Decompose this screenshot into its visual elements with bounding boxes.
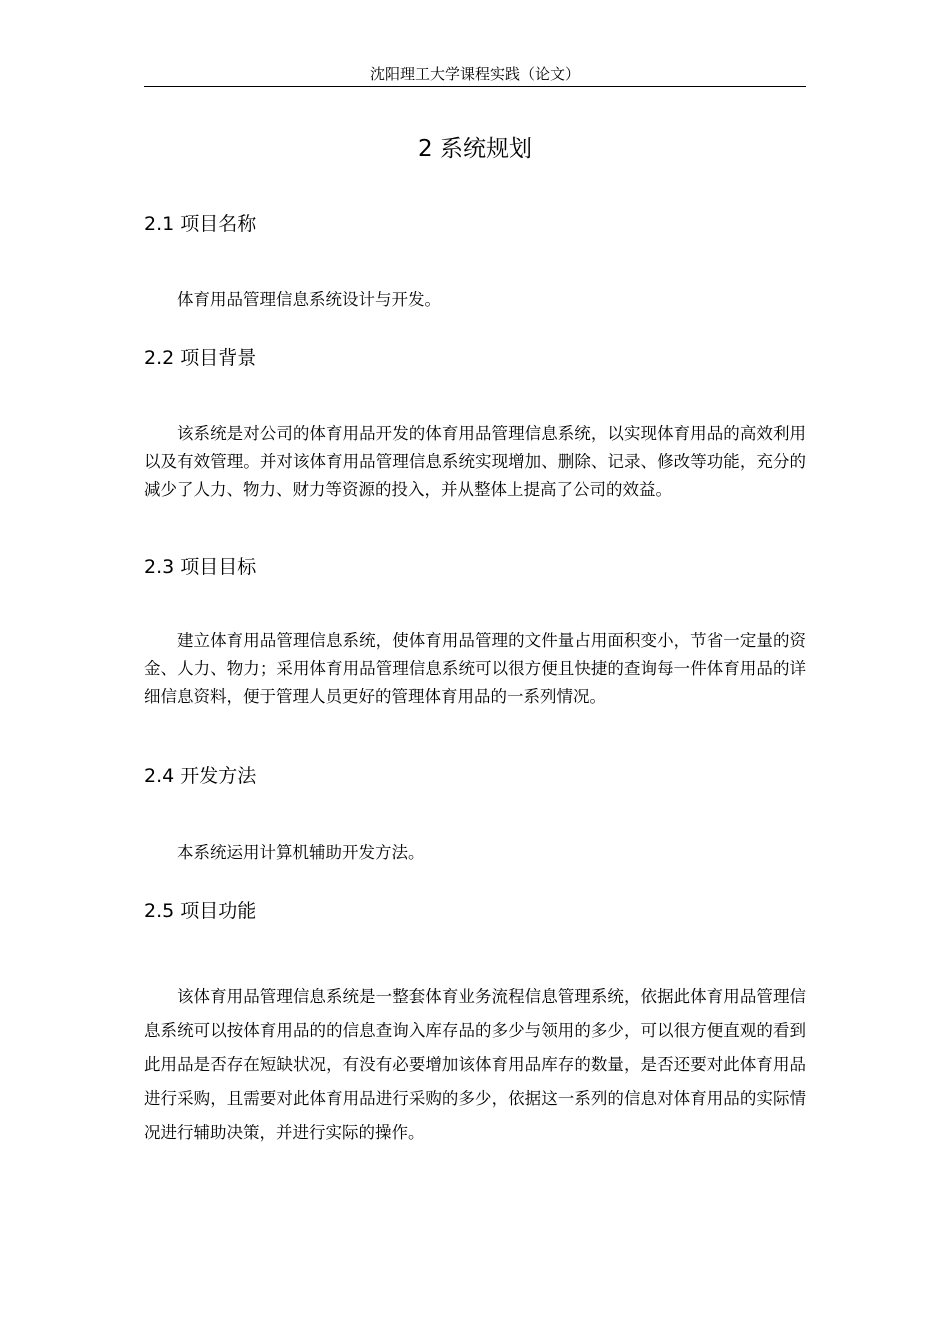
section-body-2-2: 该系统是对公司的体育用品开发的体育用品管理信息系统，以实现体育用品的高效利用以及有效管理。并对该体育用品管理信息系统实现增加、删除、记录、修改等功能，充分的减少了人力、物力、财力等资源的投入，并从整体上提高了公司的效益。: [144, 424, 806, 499]
section-heading-2-3: 2.3 项目目标: [144, 556, 257, 578]
running-header: 沈阳理工大学课程实践（论文）: [369, 65, 580, 83]
section-heading-2-4: 2.4 开发方法: [144, 765, 257, 787]
section-heading-2-1: 2.1 项目名称: [144, 213, 257, 235]
section-body-2-5: 该体育用品管理信息系统是一整套体育业务流程信息管理系统，依据此体育用品管理信息系统可以按体育用品的的信息查询入库存品的多少与领用的多少，可以很方便直观的看到此用品是否存在短缺状况，有没有必要增加该体育用品库存的数量，是否还要对此体育用品进行采购，且需要对此体育用品进行采购的多少，依据这一系列的信息对体育用品的实际情况进行辅助决策，并进行实际的操作。: [144, 987, 806, 1142]
header-rule: [144, 86, 806, 87]
section-body-2-4: 本系统运用计算机辅助开发方法。: [177, 843, 425, 862]
section-heading-2-2: 2.2 项目背景: [144, 347, 257, 369]
section-body-2-1: 体育用品管理信息系统设计与开发。: [177, 290, 441, 309]
chapter-title: 2 系统规划: [418, 136, 532, 162]
section-heading-2-5: 2.5 项目功能: [144, 900, 257, 922]
section-body-2-3: 建立体育用品管理信息系统，使体育用品管理的文件量占用面积变小，节省一定量的资金、人力、物力；采用体育用品管理信息系统可以很方便且快捷的查询每一件体育用品的详细信息资料，便于管理人员更好的管理体育用品的一系列情况。: [144, 631, 806, 706]
